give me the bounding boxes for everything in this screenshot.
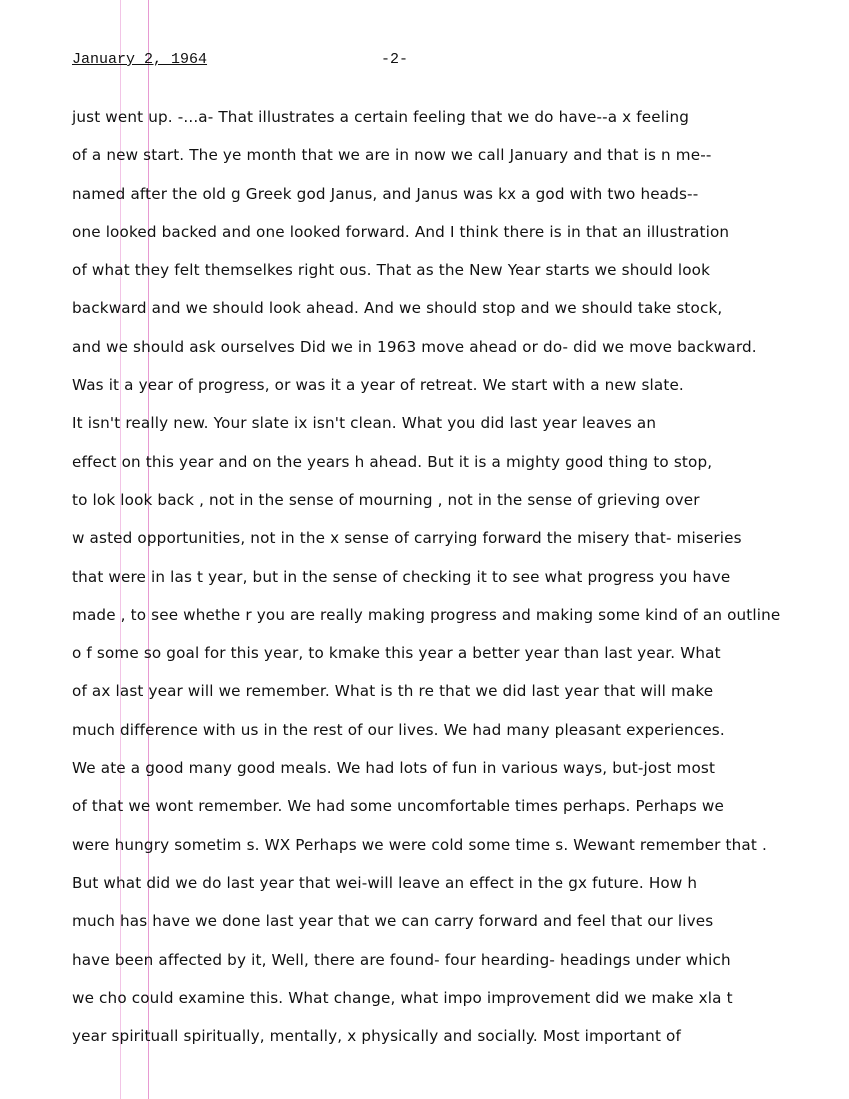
text-line-11: to lok look back , not in the sense of mourning , not in the sense of grieving over [72,490,700,509]
text-line-15: o f some so goal for this year, to kmake this year a better year than last year. What [72,644,721,663]
text-line-20: were hungry sometim s. WX Perhaps we were cold some time s. Wewant remember that . [72,835,767,854]
text-line-18: We ate a good many good meals. We had lots of fun in various ways, but-jost most [72,759,716,778]
typed-body-text [72,106,842,1063]
text-line-2: of a new start. The ye month that we are in now we call January and that is n me-- [72,146,712,165]
text-line-25: year spirituall spiritually, mentally, x physically and socially. Most important of [72,1027,681,1046]
text-line-10: effect on this year and on the years h ahead. But it is a mighty good thing to stop, [72,452,713,471]
text-line-1: just went up. -...a- That illustrates a certain feeling that we do have--a x feeling [72,108,690,126]
text-line-13: that were in las t year, but in the sense of checking it to see what progress you have [72,567,731,586]
text-line-9: It isn't really new. Your slate ix isn't clean. What you did last year leaves an [72,414,657,433]
text-line-16: of ax last year will we remember. What is th re that we did last year that will make [72,682,714,701]
text-line-14: made , to see whethe r you are really making progress and making some kind of an outline [72,605,781,624]
text-line-4: one looked backed and one looked forward. And I think there is in that an illustration [72,222,730,241]
text-line-12: w asted opportunities, not in the x sense of carrying forward the misery that- miseries [72,529,742,548]
text-line-8: Was it a year of progress, or was it a year of retreat. We start with a new slate. [72,376,684,395]
text-line-22: much has have we done last year that we can carry forward and feel that our lives [72,912,714,931]
text-line-3: named after the old g Greek god Janus, and Janus was kx a god with two heads-- [72,184,699,203]
page-number: -2- [381,51,409,68]
text-line-19: of that we wont remember. We had some uncomfortable times perhaps. Perhaps we [72,797,724,816]
text-line-17: much difference with us in the rest of our lives. We had many pleasant experiences. [72,720,725,739]
text-line-24: we cho could examine this. What change, what impo improvement did we make xla t [72,988,733,1007]
text-line-5: of what they felt themselkes right ous. That as the New Year starts we should look [72,261,711,280]
text-line-6: backward and we should look ahead. And we should stop and we should take stock, [72,299,723,318]
header-date: January 2, 1964 [72,51,208,68]
text-line-21: But what did we do last year that wei-will leave an effect in the gx future. How h [72,873,698,892]
text-line-7: and we should ask ourselves Did we in 1963 move ahead or do- did we move backward. [72,337,757,356]
text-line-23: have been affected by it, Well, there are found- four hearding- headings under which [72,950,731,969]
